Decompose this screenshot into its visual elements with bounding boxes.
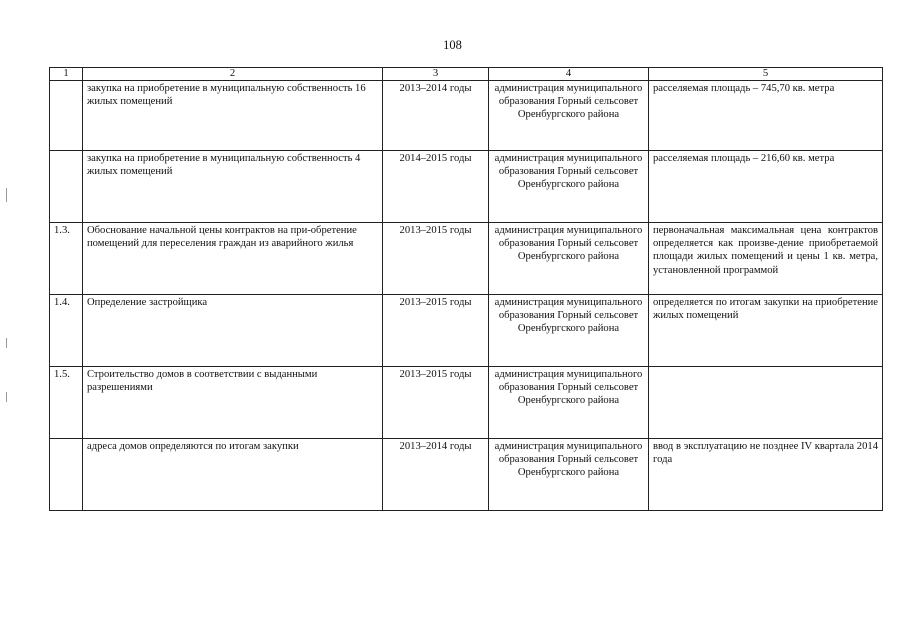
row-number <box>50 151 83 223</box>
column-header-activity: 2 <box>83 68 383 81</box>
executor: администрация муниципального образования Горный сельсовет Оренбургского района <box>489 223 649 295</box>
activity-name: Определение застройщика <box>83 295 383 367</box>
period: 2014–2015 годы <box>383 151 489 223</box>
period: 2013–2015 годы <box>383 367 489 439</box>
activity-name: закупка на приобретение в муниципальную собственность 16 жилых помещений <box>83 81 383 151</box>
table-row <box>50 81 883 151</box>
row-number <box>50 439 83 511</box>
column-header-result: 5 <box>649 68 883 81</box>
executor: администрация муниципального образования Горный сельсовет Оренбургского района <box>489 81 649 151</box>
row-number: 1.5. <box>50 367 83 439</box>
executor: администрация муниципального образования Горный сельсовет Оренбургского района <box>489 367 649 439</box>
row-number: 1.4. <box>50 295 83 367</box>
result: расселяемая площадь – 745,70 кв. метра <box>649 81 883 151</box>
scan-margin-mark <box>6 188 7 202</box>
row-number <box>50 81 83 151</box>
result: первоначальная максимальная цена контрактов определяется как произве-дение приобретаемой площади жилых помещений и цены 1 кв. метра, установленной программой <box>649 223 883 295</box>
period: 2013–2014 годы <box>383 81 489 151</box>
executor: администрация муниципального образования Горный сельсовет Оренбургского района <box>489 439 649 511</box>
scan-margin-mark <box>6 392 7 402</box>
period: 2013–2014 годы <box>383 439 489 511</box>
column-header-period: 3 <box>383 68 489 81</box>
executor: администрация муниципального образования Горный сельсовет Оренбургского района <box>489 295 649 367</box>
activity-name: адреса домов определяются по итогам закупки <box>83 439 383 511</box>
activity-name: Строительство домов в соответствии с выданными разрешениями <box>83 367 383 439</box>
executor: администрация муниципального образования Горный сельсовет Оренбургского района <box>489 151 649 223</box>
table-header-row <box>50 68 883 81</box>
period: 2013–2015 годы <box>383 223 489 295</box>
period: 2013–2015 годы <box>383 295 489 367</box>
activity-name: закупка на приобретение в муниципальную собственность 4 жилых помещений <box>83 151 383 223</box>
row-number: 1.3. <box>50 223 83 295</box>
page-number: 108 <box>443 38 462 52</box>
result: ввод в эксплуатацию не позднее IV квартала 2014 года <box>649 439 883 511</box>
result: расселяемая площадь – 216,60 кв. метра <box>649 151 883 223</box>
table-row <box>50 223 883 295</box>
table-row <box>50 151 883 223</box>
column-header-executor: 4 <box>489 68 649 81</box>
column-header-number: 1 <box>50 68 83 81</box>
result: определяется по итогам закупки на приобретение жилых помещений <box>649 295 883 367</box>
table-row <box>50 439 883 511</box>
activity-name: Обоснование начальной цены контрактов на при-обретение помещений для переселения граждан из аварийного жилья <box>83 223 383 295</box>
table-row <box>50 367 883 439</box>
scan-margin-mark <box>6 338 7 348</box>
table-row <box>50 295 883 367</box>
program-activities-table <box>49 67 883 511</box>
result <box>649 367 883 439</box>
